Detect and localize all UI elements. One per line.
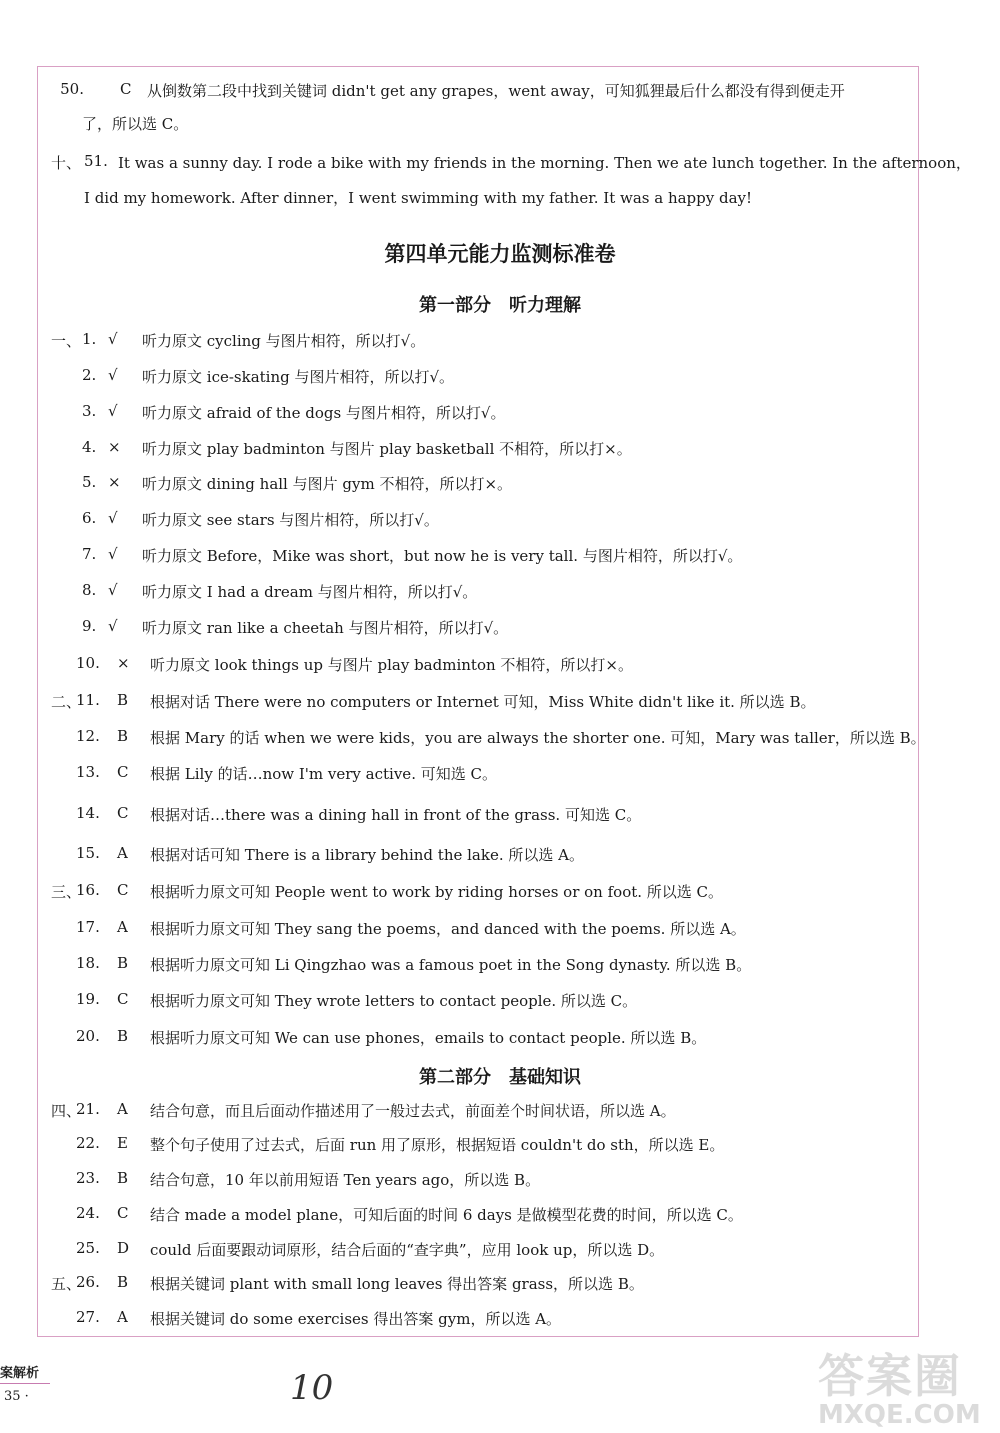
- answer-mark: B: [117, 691, 129, 709]
- question-number: 24.: [76, 1204, 100, 1222]
- answer-mark: C: [117, 881, 129, 899]
- answer-mark: √: [108, 617, 118, 635]
- answer-explanation: 从倒数第二段中找到关键词 didn't get any grapes，went away，可知狐狸最后什么都没有得到便走开: [147, 82, 845, 100]
- question-number: 4.: [82, 438, 97, 456]
- question-number: 2.: [82, 366, 97, 384]
- answer-mark: D: [117, 1239, 130, 1257]
- answer-explanation: 根据对话…there was a dining hall in front of the grass. 可知选 C。: [150, 806, 642, 824]
- question-number: 26.: [76, 1273, 100, 1291]
- section-prefix: 二、: [51, 693, 82, 711]
- question-number: 14.: [76, 804, 100, 822]
- answer-explanation: 结合句意，而且后面动作描述用了一般过去式，前面差个时间状语，所以选 A。: [150, 1102, 676, 1120]
- answer-mark: C: [117, 1204, 129, 1222]
- answer-mark: √: [108, 581, 118, 599]
- question-number: 22.: [76, 1134, 100, 1152]
- answer-explanation: 听力原文 I had a dream 与图片相符，所以打√。: [142, 583, 478, 601]
- answer-mark: B: [117, 1027, 129, 1045]
- answer-explanation: 结合 made a model plane，可知后面的时间 6 days 是做模型花费的时间，所以选 C。: [150, 1206, 743, 1224]
- question-number: 19.: [76, 990, 100, 1008]
- question-number: 9.: [82, 617, 97, 635]
- question-number: 7.: [82, 545, 97, 563]
- section-prefix: 十、: [51, 154, 82, 172]
- answer-explanation: 听力原文 Before，Mike was short，but now he is very tall. 与图片相符，所以打√。: [142, 547, 743, 565]
- writing-answer-line2: I did my homework. After dinner，I went swimming with my father. It was a happy day!: [84, 189, 753, 207]
- answer-mark: ×: [108, 438, 121, 456]
- question-number: 8.: [82, 581, 97, 599]
- answer-explanation: 根据听力原文可知 People went to work by riding horses or on foot. 所以选 C。: [150, 883, 724, 901]
- answer-mark: C: [117, 763, 129, 781]
- answer-mark: B: [117, 954, 129, 972]
- unit-title: 第四单元能力监测标准卷: [384, 242, 616, 266]
- answer-explanation: 根据 Lily 的话…now I'm very active. 可知选 C。: [150, 765, 497, 783]
- question-number: 15.: [76, 844, 100, 862]
- watermark-url: MXQE.COM: [818, 1400, 981, 1430]
- question-number: 6.: [82, 509, 97, 527]
- question-number: 23.: [76, 1169, 100, 1187]
- answer-explanation: 听力原文 see stars 与图片相符，所以打√。: [142, 511, 439, 529]
- answer-mark: ×: [108, 473, 121, 491]
- answer-mark: ×: [117, 654, 130, 672]
- answer-mark: C: [117, 990, 129, 1008]
- question-number: 3.: [82, 402, 97, 420]
- answer-explanation: 听力原文 ran like a cheetah 与图片相符，所以打√。: [142, 619, 509, 637]
- answer-explanation: 整个句子使用了过去式，后面 run 用了原形，根据短语 couldn't do sth，所以选 E。: [150, 1136, 725, 1154]
- section-prefix: 四、: [51, 1102, 82, 1120]
- answer-mark: √: [108, 509, 118, 527]
- part2-title: 第二部分 基础知识: [419, 1067, 581, 1088]
- writing-answer-line1: It was a sunny day. I rode a bike with my friends in the morning. Then we ate lunch together. In the afternoon，: [118, 154, 971, 172]
- question-number: 27.: [76, 1308, 100, 1326]
- section-prefix: 三、: [51, 883, 82, 901]
- answer-explanation: 听力原文 ice-skating 与图片相符，所以打√。: [142, 368, 455, 386]
- answer-mark: √: [108, 366, 118, 384]
- answer-explanation: 根据听力原文可知 They sang the poems，and danced with the poems. 所以选 A。: [150, 920, 746, 938]
- footer-divider: [0, 1383, 50, 1384]
- answer-mark: √: [108, 545, 118, 563]
- question-number: 10.: [76, 654, 100, 672]
- answer-explanation: 根据关键词 do some exercises 得出答案 gym，所以选 A。: [150, 1310, 562, 1328]
- question-number: 1.: [82, 330, 97, 348]
- answer-mark: A: [117, 1100, 128, 1118]
- answer-explanation: 听力原文 dining hall 与图片 gym 不相符，所以打×。: [142, 475, 513, 493]
- question-number: 13.: [76, 763, 100, 781]
- watermark-text: 答案圈: [818, 1349, 962, 1403]
- question-number: 12.: [76, 727, 100, 745]
- page-number: 35 ·: [4, 1389, 29, 1404]
- question-number: 25.: [76, 1239, 100, 1257]
- answer-explanation: 根据听力原文可知 They wrote letters to contact people. 所以选 C。: [150, 992, 638, 1010]
- question-number: 11.: [76, 691, 100, 709]
- section-prefix: 五、: [51, 1275, 82, 1293]
- answer-mark: C: [117, 804, 129, 822]
- handwritten-number: 10: [290, 1368, 334, 1408]
- answer-mark: A: [117, 844, 128, 862]
- answer-explanation: 听力原文 cycling 与图片相符，所以打√。: [142, 332, 426, 350]
- answer-mark: B: [117, 1273, 129, 1291]
- answer-explanation: 听力原文 play badminton 与图片 play basketball 不相符，所以打×。: [142, 440, 632, 458]
- section-prefix: 一、: [51, 332, 82, 350]
- question-number: 18.: [76, 954, 100, 972]
- answer-mark: √: [108, 402, 118, 420]
- question-number: 5.: [82, 473, 97, 491]
- answer-mark: A: [117, 1308, 128, 1326]
- footer-label: 案解析: [0, 1366, 40, 1381]
- answer-mark: E: [117, 1134, 128, 1152]
- answer-explanation: 根据对话 There were no computers or Internet 可知，Miss White didn't like it. 所以选 B。: [150, 693, 816, 711]
- question-number: 50.: [60, 80, 84, 98]
- question-number: 51.: [84, 152, 108, 170]
- answer-explanation: 根据听力原文可知 We can use phones，emails to contact people. 所以选 B。: [150, 1029, 707, 1047]
- answer-mark: √: [108, 330, 118, 348]
- answer-explanation: 根据关键词 plant with small long leaves 得出答案 grass，所以选 B。: [150, 1275, 644, 1293]
- answer-mark: B: [117, 1169, 129, 1187]
- answer-explanation: could 后面要跟动词原形，结合后面的“查字典”，应用 look up，所以选 D。: [150, 1241, 665, 1259]
- answer-mark: A: [117, 918, 128, 936]
- question-number: 17.: [76, 918, 100, 936]
- answer-explanation: 结合句意，10 年以前用短语 Ten years ago，所以选 B。: [150, 1171, 541, 1189]
- answer-explanation: 根据对话可知 There is a library behind the lake. 所以选 A。: [150, 846, 584, 864]
- answer-explanation: 听力原文 look things up 与图片 play badminton 不相符，所以打×。: [150, 656, 633, 674]
- part1-title: 第一部分 听力理解: [419, 295, 581, 316]
- answer-mark: B: [117, 727, 129, 745]
- question-number: 16.: [76, 881, 100, 899]
- question-number: 20.: [76, 1027, 100, 1045]
- answer-explanation: 根据 Mary 的话 when we were kids，you are always the shorter one. 可知，Mary was taller，所以选 B。: [150, 729, 926, 747]
- question-number: 21.: [76, 1100, 100, 1118]
- answer-explanation: 根据听力原文可知 Li Qingzhao was a famous poet in the Song dynasty. 所以选 B。: [150, 956, 752, 974]
- watermark-logo: [818, 1340, 998, 1430]
- answer-letter: C: [120, 80, 132, 98]
- answer-explanation-cont: 了，所以选 C。: [82, 115, 189, 133]
- answer-explanation: 听力原文 afraid of the dogs 与图片相符，所以打√。: [142, 404, 506, 422]
